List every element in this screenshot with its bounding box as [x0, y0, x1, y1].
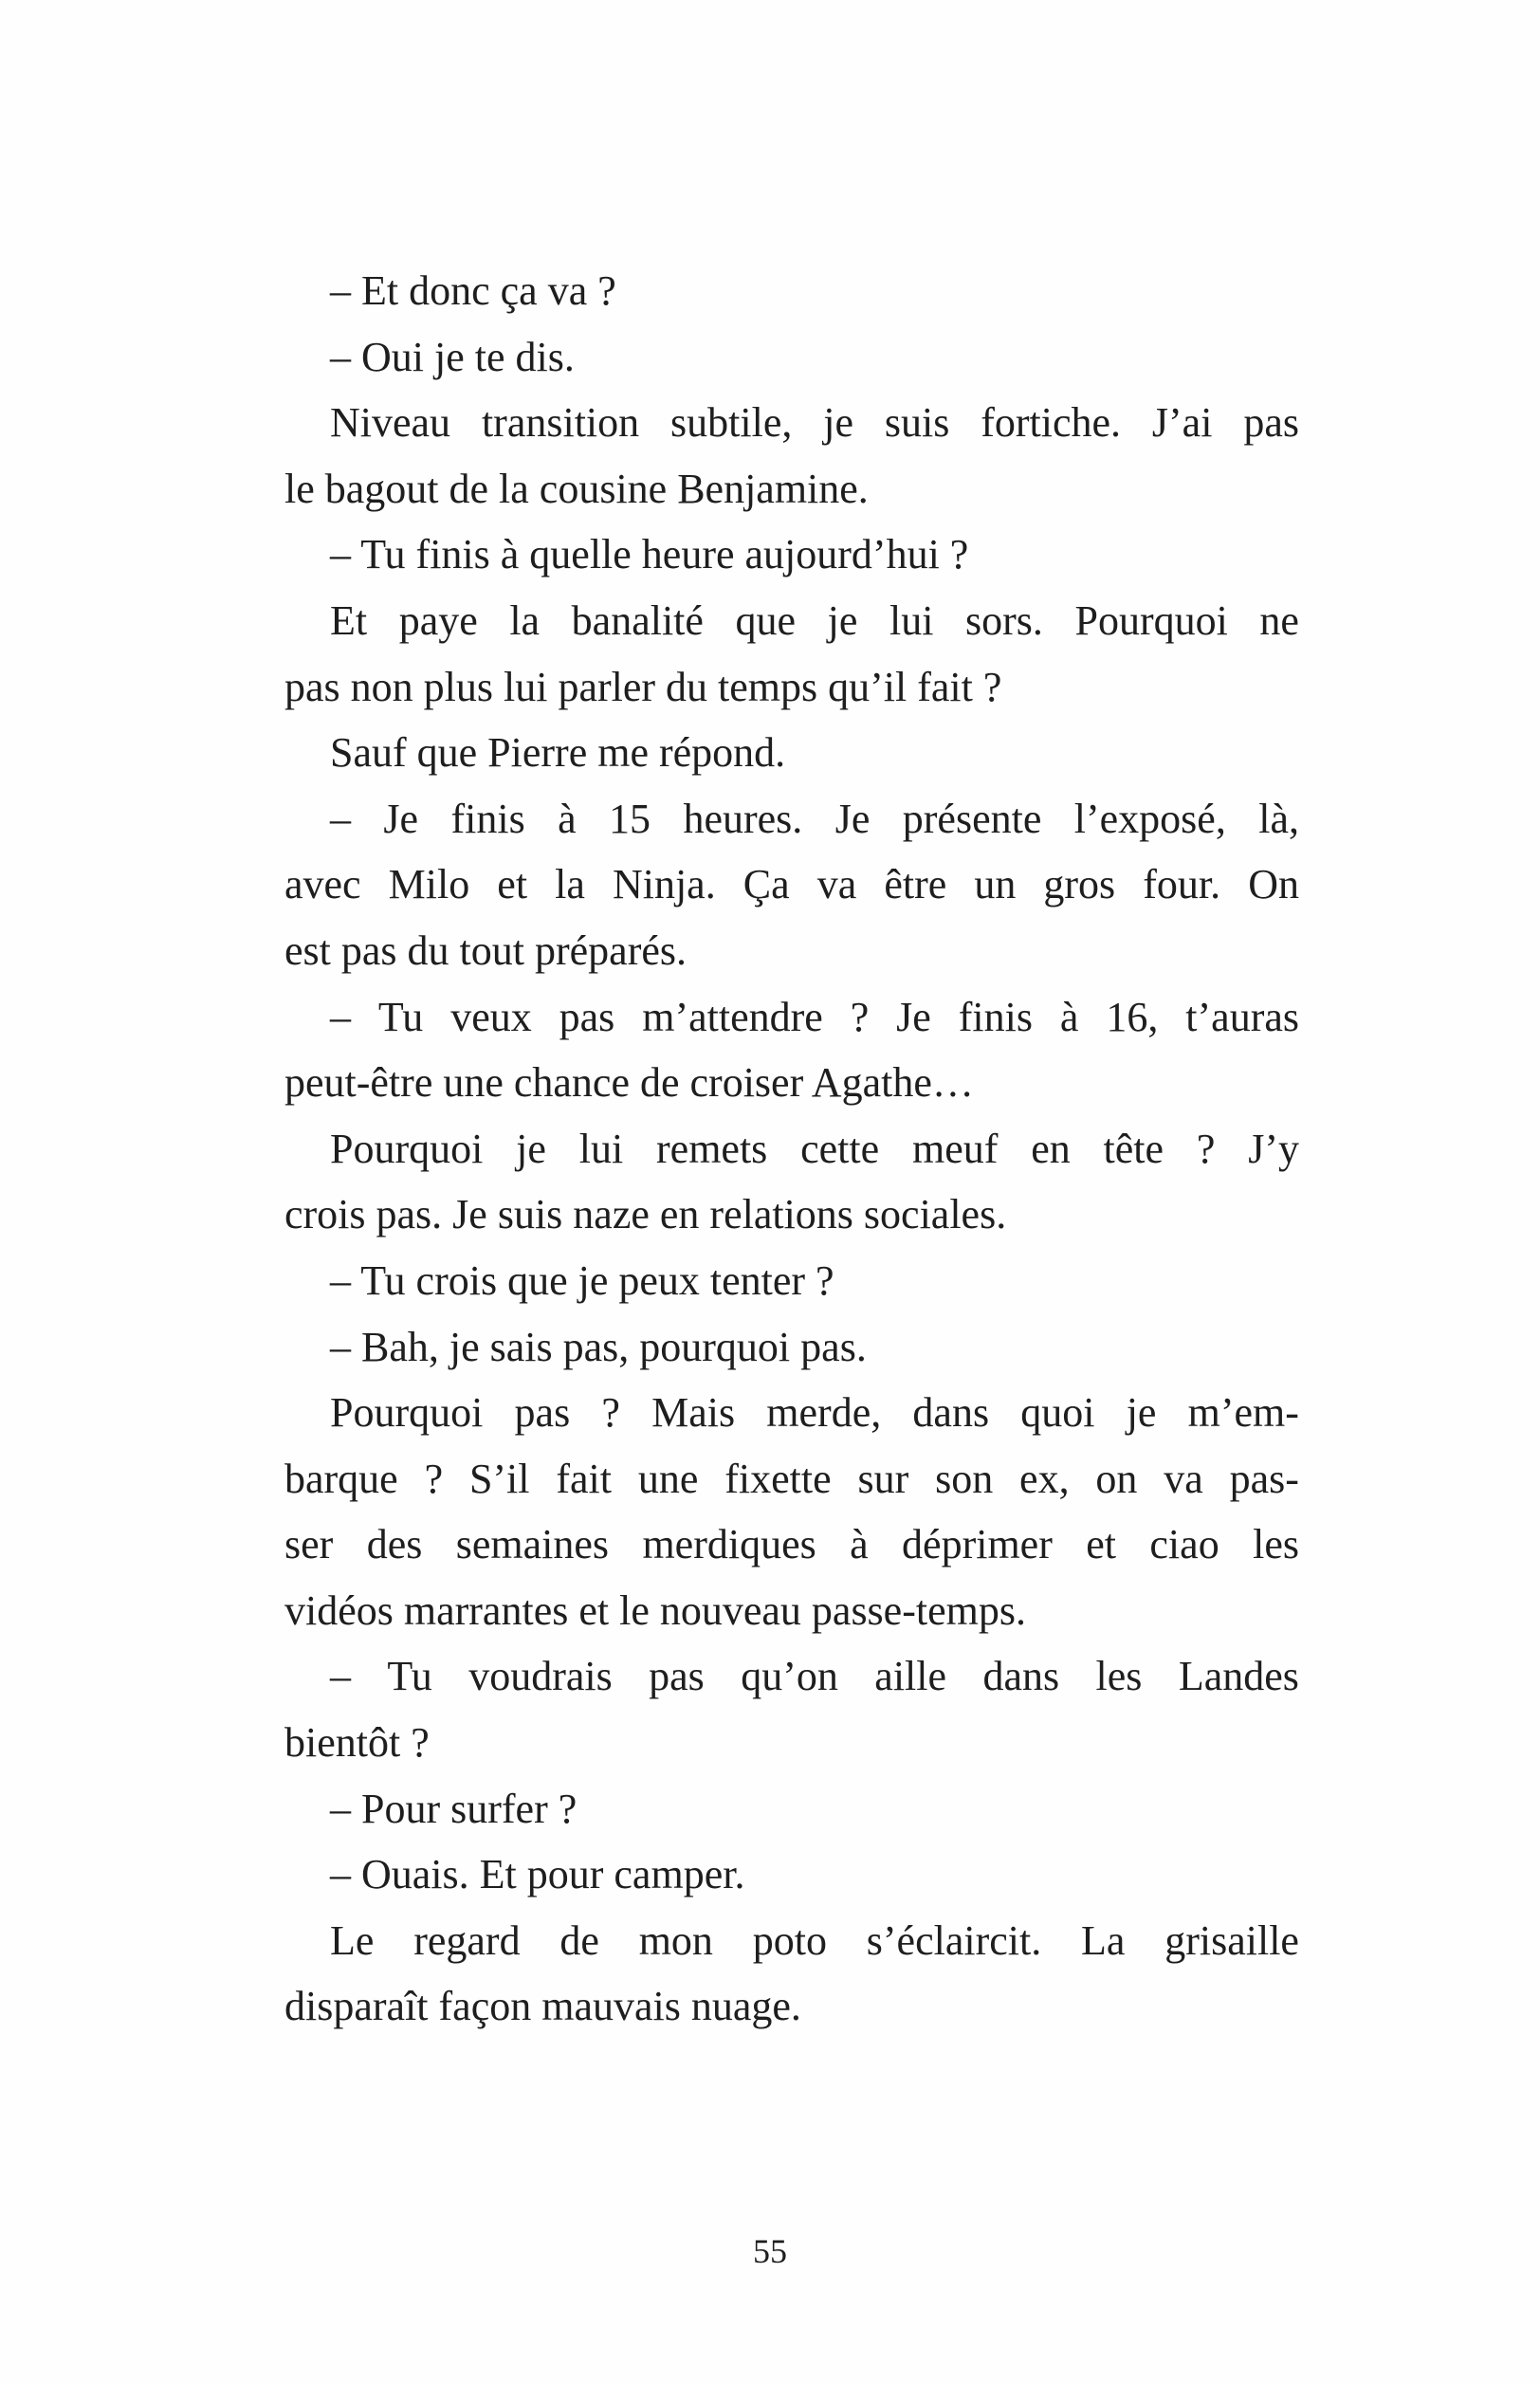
word: Mais [651, 1389, 736, 1437]
word: dans [982, 1653, 1060, 1700]
word: suis [884, 399, 950, 447]
word: je [827, 596, 858, 644]
text-line [284, 1380, 1299, 1446]
word: lui [889, 596, 934, 644]
word: dans [912, 1389, 990, 1437]
word: on [1095, 1455, 1138, 1502]
word: ? [1196, 1125, 1216, 1172]
word: et [497, 861, 528, 908]
word: une [637, 1455, 699, 1502]
word: banalité [571, 596, 704, 644]
word: la [509, 596, 541, 644]
word: ? [601, 1389, 620, 1437]
word: Je [834, 795, 871, 842]
word: les [1095, 1653, 1143, 1700]
word: je [1126, 1389, 1157, 1437]
word: Tu [377, 993, 424, 1040]
word: la [555, 861, 585, 908]
word: je [516, 1125, 546, 1172]
word: pas [514, 1389, 571, 1437]
text-line: – Tu crois que je peux tenter ? [330, 1256, 834, 1304]
word: des [366, 1521, 423, 1568]
word: Je [896, 993, 931, 1040]
text-line [284, 786, 1299, 852]
word: Je [383, 795, 419, 842]
text-line: – Bah, je sais pas, pourquoi pas. [330, 1323, 867, 1370]
word: merde, [766, 1389, 882, 1437]
word: Pourquoi [1074, 596, 1228, 644]
word: veux [450, 993, 532, 1040]
word: l’exposé, [1073, 795, 1226, 842]
word: présente [902, 795, 1042, 842]
word: cette [800, 1125, 880, 1172]
word: pas [1243, 399, 1299, 447]
word: S’il [468, 1455, 530, 1502]
text-line [284, 588, 1299, 654]
page-number: 55 [753, 2232, 787, 2270]
word: fait [556, 1455, 612, 1502]
word: ex, [1019, 1455, 1070, 1502]
text-line [284, 984, 1299, 1051]
word: regard [413, 1916, 521, 1964]
word: poto [752, 1916, 827, 1964]
text-line [284, 852, 1299, 918]
text-line: peut-être une chance de croiser Agathe… [284, 1059, 974, 1107]
word: son [935, 1455, 994, 1502]
text-line: – Ouais. Et pour camper. [330, 1851, 745, 1898]
word: pas [559, 993, 615, 1040]
word: merdiques [642, 1521, 816, 1568]
text-line: – Et donc ça va ? [330, 267, 616, 314]
word: ser [284, 1521, 334, 1568]
word: sors. [965, 596, 1043, 644]
word: remets [656, 1125, 768, 1172]
word: je [823, 399, 853, 447]
word: Le [330, 1916, 375, 1964]
word: J’y [1248, 1125, 1299, 1172]
word: ne [1259, 596, 1299, 644]
word: – [330, 1653, 351, 1700]
word: t’auras [1185, 993, 1299, 1040]
word: paye [398, 596, 478, 644]
word: grisaille [1164, 1916, 1299, 1964]
word: Ninja. [612, 861, 716, 908]
text-line: – Tu finis à quelle heure aujourd’hui ? [330, 531, 969, 578]
word: va [816, 861, 857, 908]
word: subtile, [670, 399, 793, 447]
word: en [1031, 1125, 1071, 1172]
word: fortiche. [981, 399, 1122, 447]
word: quoi [1020, 1389, 1095, 1437]
text-line [284, 1116, 1299, 1182]
text-line: est pas du tout préparés. [284, 926, 687, 974]
word: à [1059, 993, 1079, 1040]
word: barque [284, 1455, 398, 1502]
word: four. [1143, 861, 1221, 908]
text-line [284, 1643, 1299, 1710]
word: à [558, 795, 577, 842]
word: avec [284, 861, 361, 908]
word: heures. [683, 795, 803, 842]
word: va [1164, 1455, 1203, 1502]
word: pas- [1229, 1455, 1299, 1502]
word: Ça [742, 861, 790, 908]
word: Landes [1178, 1653, 1299, 1700]
word: de [559, 1916, 599, 1964]
word: Niveau [330, 399, 451, 447]
word: 16, [1106, 993, 1159, 1040]
word: 15 [609, 795, 651, 842]
word: Tu [387, 1653, 432, 1700]
text-line: pas non plus lui parler du temps qu’il fait ? [284, 663, 1002, 710]
word: mon [638, 1916, 713, 1964]
word: et [1086, 1521, 1117, 1568]
word: ? [424, 1455, 444, 1502]
word: déprimer [902, 1521, 1053, 1568]
text-line [284, 1908, 1299, 1974]
word: que [735, 596, 797, 644]
text-line: le bagout de la cousine Benjamine. [284, 465, 869, 512]
word: pas [649, 1653, 705, 1700]
word: – [330, 993, 351, 1040]
word: à [850, 1521, 869, 1568]
text-line: crois pas. Je suis naze en relations sociales. [284, 1191, 1007, 1238]
word: – [330, 795, 351, 842]
word: Milo [388, 861, 470, 908]
word: La [1081, 1916, 1126, 1964]
text-line [284, 1446, 1299, 1512]
word: m’attendre [642, 993, 823, 1040]
word: gros [1043, 861, 1116, 908]
word: semaines [455, 1521, 610, 1568]
text-line [284, 1512, 1299, 1578]
word: aille [874, 1653, 947, 1700]
word: voudrais [468, 1653, 613, 1700]
body-text [284, 258, 1299, 2040]
text-line [284, 390, 1299, 456]
word: transition [481, 399, 640, 447]
word: finis [450, 795, 525, 842]
word: On [1248, 861, 1299, 908]
word: tête [1103, 1125, 1164, 1172]
word: sur [857, 1455, 909, 1502]
text-line: Sauf que Pierre me répond. [330, 729, 786, 777]
word: les [1253, 1521, 1299, 1568]
word: lui [578, 1125, 624, 1172]
text-line: – Oui je te dis. [330, 333, 575, 380]
text-line: disparaît façon mauvais nuage. [284, 1983, 801, 2030]
word: qu’on [741, 1653, 838, 1700]
word: meuf [911, 1125, 999, 1172]
word: ? [850, 993, 870, 1040]
word: un [974, 861, 1017, 908]
word: m’em- [1187, 1389, 1299, 1437]
word: ciao [1149, 1521, 1219, 1568]
text-line: bientôt ? [284, 1719, 430, 1767]
text-line: vidéos marrantes et le nouveau passe-temps. [284, 1586, 1026, 1634]
word: là, [1258, 795, 1299, 842]
word: J’ai [1151, 399, 1213, 447]
word: Pourquoi [330, 1125, 484, 1172]
word: Pourquoi [330, 1389, 484, 1437]
word: être [884, 861, 947, 908]
text-line: – Pour surfer ? [330, 1785, 578, 1832]
word: Et [330, 596, 368, 644]
word: s’éclaircit. [866, 1916, 1042, 1964]
word: fixette [724, 1455, 832, 1502]
word: finis [958, 993, 1033, 1040]
